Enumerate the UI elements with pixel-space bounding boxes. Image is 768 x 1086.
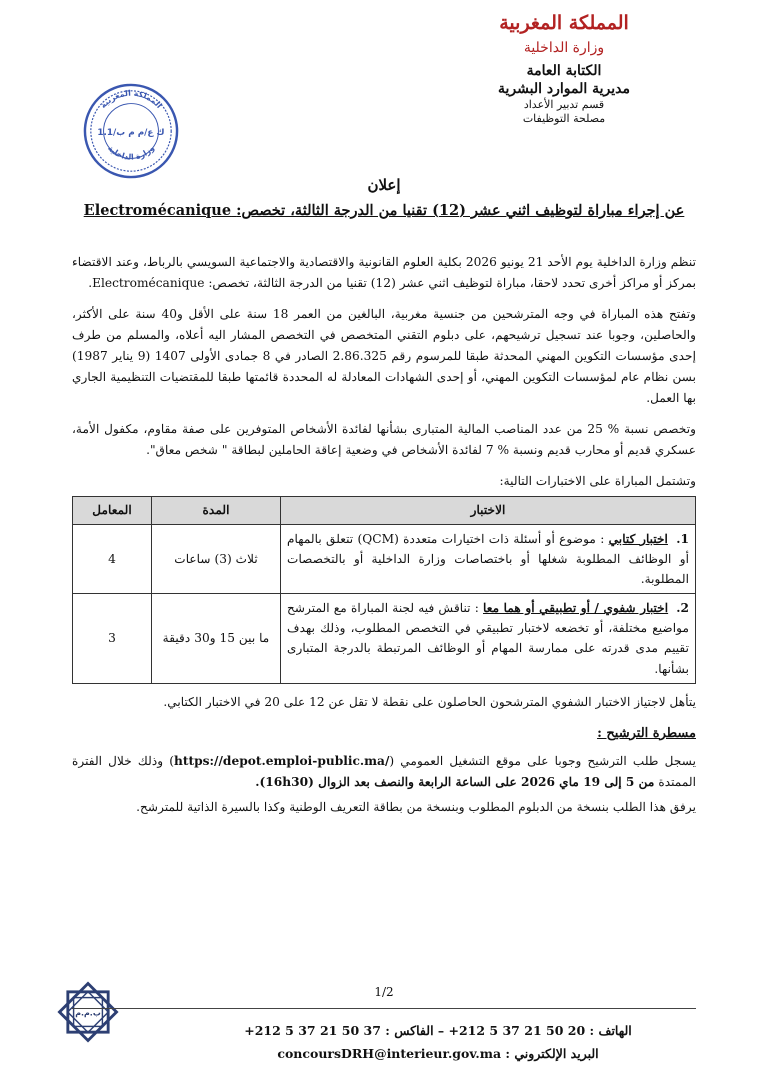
svg-text:ك ع/م م ب/1.1: ك ع/م م ب/1.1 [97,127,165,138]
svg-text:المملكة المغربية: المملكة المغربية [98,88,164,111]
ministry-logo-icon [52,976,124,1048]
procedure-heading: مسطرة الترشيح : [597,725,696,741]
hr-directorate: مديرية الموارد البشرية [498,80,630,97]
table-row [73,524,696,593]
paragraph-1-specialty: Electromécanique [92,275,205,290]
subject-fr: Electromécanique [83,202,232,219]
duration-cell: ما بين 15 و30 دقيقة [152,594,281,684]
kingdom-name: المملكة المغربية [499,12,629,34]
footer-email-link[interactable]: concoursDRH@interieur.gov.ma [277,1045,502,1061]
paragraph-oral-qualification: يتأهل لاجتياز الاختبار الشفوي المترشحون الحاصلون على نقطة لا تقل عن 12 على 20 في الاختبار الكتابي. [163,694,696,709]
header-coefficient: المعامل [73,496,152,524]
header-duration: المدة [152,496,281,524]
footer-email-line [180,1043,696,1066]
division-name: قسم تدبير الأعداد [523,98,605,112]
test-name: اختبار شفوي / أو تطبيقي أو هما معا [483,601,669,616]
table-header-row [73,496,696,524]
coefficient-cell: 4 [73,524,152,593]
test-cell [281,524,696,593]
header-test: الاختبار [281,496,696,524]
announcement-heading: إعلان [367,176,401,194]
table-row [73,594,696,684]
general-secretariat: الكتابة العامة [526,63,602,80]
paragraph-organization: تنظم وزارة الداخلية يوم الأحد 21 يونيو 2026 بكلية العلوم القانونية والاقتصادية والاجتماعية السويسي بالرباط، وعند الاقتضاء بمركز أو مراكز أخرى تحدد لاحقا، مباراة لتوظيف اثني عشر (12) تقنيا من الدرجة الثالثة، تخصص: Electromécanique. [72,255,696,290]
test-description: : موضوع أو أسئلة ذات اختيارات متعددة (QCM) تتعلق بالمهام أو الوظائف المطلوبة شغلها أو باختصاصات وزارة الداخلية أو بالتخصصات المطلوبة. [287,531,689,587]
announcement-title [60,176,708,219]
service-name: مصلحة التوظيفات [522,112,606,125]
footer-divider [72,1008,696,1009]
page-number: 1/2 [374,985,394,999]
test-name: اختبار كتابي [608,531,668,546]
svg-text:ب.م.م: ب.م.م [75,1008,101,1018]
official-stamp [82,82,180,180]
procedure-attachments: يرفق هذا الطلب بنسخة من الدبلوم المطلوب وبنسخة من بطاقة التعريف الوطنية وكذا بالسيرة الذاتية للمترشح. [136,800,696,815]
application-site-link[interactable]: https://depot.emploi-public.ma/ [174,754,390,769]
svg-text:وزارة الداخلية: وزارة الداخلية [105,143,157,162]
duration-cell: ثلاث (3) ساعات [152,524,281,593]
test-number: 2. [676,601,689,616]
footer-contact [180,1020,696,1065]
letterhead [434,12,694,126]
test-cell [281,594,696,684]
tests-table [72,496,696,684]
procedure-deadline: من 5 إلى 19 ماي 2026 على الساعة الرابعة والنصف بعد الزوال (16h30). [255,775,655,790]
announcement-body [72,252,696,828]
test-description: : تناقش فيه لجنة المباراة مع المترشح مواضيع مختلفة، أو تخضعه لاختبار تطبيقي في التخصص المطلوب، وذلك بهدف تقييم مدى قدرته على ممارسة المهام أو الوظائف المرتبطة بالدرجة المتبارى بشأنها. [287,601,689,676]
test-number: 1. [676,531,690,546]
ministry-name: وزارة الداخلية [523,39,605,56]
coefficient-cell: 3 [73,594,152,684]
paragraph-tests-intro: وتشتمل المباراة على الاختبارات التالية: [499,473,696,488]
procedure-text-a: يسجل طلب الترشيح وجوبا على موقع التشغيل العمومي ( [389,754,697,769]
announcement-subject [60,202,708,219]
footer-email-label: البريد الإلكتروني : [505,1045,599,1061]
paragraph-1-text: تنظم وزارة الداخلية يوم الأحد 21 يونيو 2026 بكلية العلوم القانونية والاقتصادية والاجتماعية السويسي بالرباط، وعند الاقتضاء بمركز أو مراكز أخرى تحدد لاحقا، مباراة لتوظيف اثني عشر (12) تقنيا من الدرجة الثالثة، تخصص: [72,255,696,290]
footer-phone: الهاتف : 20 50 21 37 5 212+ – الفاكس : 37 50 21 37 5 212+ [244,1023,632,1038]
subject-ar: عن إجراء مباراة لتوظيف اثني عشر (12) تقنيا من الدرجة الثالثة، تخصص: [236,202,685,219]
paragraph-quotas: وتخصص نسبة % 25 من عدد المناصب المالية المتبارى بشأنها لفائدة الأشخاص المتوفرين على صفة مقاوم، مكفول الأمة، عسكري قديم أو محارب قديم ونسبة % 7 لفائدة الأشخاص في وضعية إعاقة الحاملين لبطاقة " شخص معاق". [72,421,696,457]
procedure-text-b: ) وذلك خلال الفترة الممتدة [72,754,696,790]
procedure-registration [72,751,696,793]
paragraph-eligibility: وتفتح هذه المباراة في وجه المترشحين من جنسية مغربية، البالغين من العمر 18 سنة على الأقل و40 سنة على الأكثر، والحاصلين، وجوبا عند تسجيل ترشيحهم، على دبلوم التقني المتخصص في التخصص المشار اليه أعلاه، والمسلم من طرف إحدى مؤسسات التكوين المهني المحدثة طبقا للمرسوم رقم 2.86.325 الصادر في 8 جمادى الأولى 1407 (9 يناير 1987) بسن نظام عام لمؤسسات التكوين المهني، أو إحدى الشهادات المعادلة له المحددة قائمتها طبقا للمقتضيات التنظيمية الجاري بها العمل. [72,306,696,405]
